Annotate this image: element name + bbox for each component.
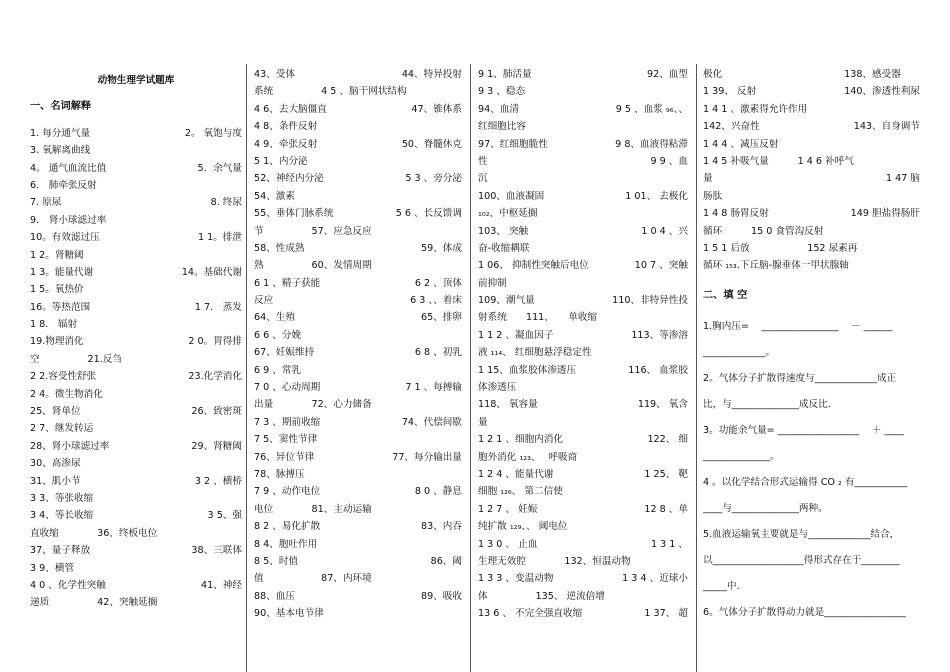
term-right: 2。 氧饱与度 [184,127,242,139]
term-left: 88、血压 [254,590,295,602]
term-left: 1 4 8 肠胃反射 [703,208,769,220]
term-line: 78、脉搏压 [254,468,305,480]
term-right: 29、肾糖阈 [191,440,242,452]
term-left: 1 2 1 、细胞内消化 [478,434,564,446]
term-right: 10 7 、突触 [634,260,688,272]
term-left: 43、受体 [254,69,295,80]
term-line: 2 4。微生物消化 [30,388,103,400]
document-title: 动物生理学试题库 [97,75,175,86]
term-line [254,101,462,118]
term-left: 2 2.容受性舒张 [30,371,97,383]
term-right: 6 2 、顶体 [414,277,462,289]
term-left: 4 9、牵张反射 [254,138,318,150]
term-line: 9 3 、稳态 [478,86,526,98]
term-right: 23.化学消化 [188,371,242,383]
term-left: 反应 [254,295,274,307]
term-line [703,205,920,222]
term-line [703,170,920,187]
term-left: 性 [478,155,488,167]
term-line [30,368,242,385]
term-line: 生理无效腔 132、恒温动物 [478,555,631,567]
term-left: 1 1 2 、凝血因子 [478,329,554,341]
term-line [254,240,462,257]
term-line [254,379,462,396]
term-left: 52、神经内分泌 [254,173,324,185]
term-right: 3 5、强 [207,510,242,522]
term-line: 系统 4 5 、脑干网状结构 [254,86,407,98]
term-right: 44、特异投射 [401,69,462,80]
fill-blank-line: _____________。 [703,347,775,359]
term-line: 循环 15 0 食管沟反射 [703,225,824,237]
term-line: 值 87、内环境 [254,573,372,585]
term-line: 6． 肺牵张反射 [30,179,97,191]
term-list-4 [703,66,920,275]
term-line: 量 [478,416,488,428]
section-heading-definitions: 一、名词解释 [30,101,92,113]
term-line: 3 9、横管 [30,562,75,574]
term-line: 6 6 、分娩 [254,329,302,341]
term-line: 5 1、内分泌 [254,155,308,167]
term-line [30,403,242,420]
term-line: 1 5 1 后放 152 尿素再 [703,242,858,254]
term-right: 14。基础代谢 [181,266,242,278]
term-right: 1 47 脑 [885,173,920,185]
term-line: 射系统 111、 单收缩 [478,312,598,324]
term-line [254,588,462,605]
term-line [30,160,242,177]
term-right: 1 7． 蒸发 [194,301,242,313]
term-left: 1 3。能量代谢 [30,266,94,278]
fill-blank-line: _____中. [703,581,740,593]
term-line: 30、高渗尿 [30,458,81,470]
term-left: 3 4、等长收缩 [30,510,94,522]
term-line [703,66,920,83]
term-right: 86、阈 [430,555,462,567]
term-right: 143、自身调节 [853,121,920,133]
term-right: 1 1。排泄 [197,232,242,244]
term-right: 38、三联体 [191,545,242,557]
fill-blank-line: 2。气体分子扩散得速度与_____________成正 [703,373,897,385]
term-left: 7 9 、动作电位 [254,486,321,498]
term-line [478,396,688,413]
term-line: 直收缩 36、终板电位 [30,527,158,539]
term-line: 体 135、 逆流倍增 [478,590,605,602]
term-right: 12 8 、单 [644,503,688,515]
term-right: 77、每分输出量 [392,451,462,463]
term-left: 6 1 、精子获能 [254,277,321,289]
term-right: 59、体成 [421,242,462,254]
term-left: 37、量子释放 [30,545,91,557]
column-4 [703,66,920,672]
term-line: 节 57、应急反应 [254,225,372,237]
term-right: 2 0。胃得排 [188,336,242,348]
term-right: 149 胆盐得肠肝 [850,208,920,220]
term-left: 103、 突触 [478,225,529,237]
term-line [478,536,688,553]
term-right: 1 37、 超 [644,608,688,620]
term-right: 6 8 、初乳 [414,347,462,359]
term-right: 6 3 、、着床 [410,295,462,307]
term-line [478,136,688,153]
term-line [478,66,688,83]
term-line [478,501,688,518]
term-right: 8 0 、静息 [414,486,462,498]
term-left: 极化 [703,69,723,80]
term-right: 41、神经 [201,579,242,591]
term-line: 红细胞比容 [478,121,526,133]
term-left: 58、性成熟 [254,242,305,254]
term-left: 1 3 0 、 止血 [478,538,538,550]
term-line: 8 4、胞吐作用 [254,538,318,550]
term-left: 55、垂体门脉系统 [254,208,334,220]
fill-blank-line: 1.胸内压= ________________ － ______ [703,321,893,333]
term-line: 90、基本电节律 [254,608,324,620]
term-right: 89、吸收 [421,590,462,602]
term-left: 10。有效滤过压 [30,232,100,244]
term-left: 28、肾小球滤过率 [30,440,110,452]
term-left: 4 6、去大脑僵直 [254,103,327,115]
term-line: 3 3、等张收缩 [30,492,94,504]
term-line: 3. 氧解离曲线 [30,145,91,157]
term-left: 7 0 、心动周期 [254,382,321,394]
term-line [478,362,688,379]
term-line [254,553,462,570]
term-line [478,327,688,344]
term-left: 1 2 4 、能量代谢 [478,468,554,480]
term-line [254,292,462,309]
term-line: 肠肽 [703,190,723,202]
term-left: 64、生殖 [254,312,295,324]
term-line [478,292,688,309]
fill-blank-line: ____与______________两种。 [703,503,828,515]
term-line [30,542,242,559]
term-left: 100、血液凝固 [478,190,545,202]
term-line: 熟 60、发情周期 [254,260,372,272]
term-line [254,414,462,431]
term-left: 4。 通气血流比值 [30,162,107,174]
section-heading-fill-blank: 二、填 空 [703,289,748,301]
term-line: 6 9 、常乳 [254,364,302,376]
term-line [254,344,462,361]
term-right: 110、非特异性投 [612,295,688,307]
term-left: 25、肾单位 [30,406,81,418]
term-right: 1 01、 去极化 [625,190,688,202]
fill-blank-line: ______________。 [703,451,780,463]
fill-blank-line: 以___________________得形式存在于________ [703,555,900,567]
term-line: 纯扩散 ₁₂₉、、 阈电位 [478,521,568,533]
term-line [254,483,462,500]
term-line: 4 8、条件反射 [254,121,318,133]
term-line: 1 8． 辐射 [30,319,78,331]
term-line [30,507,242,524]
term-line [478,466,688,483]
term-right: 47、锥体系 [411,103,462,115]
term-left: 1 15、血浆胶体渗透压 [478,364,577,376]
term-line [703,83,920,100]
term-right: 122、 细 [647,434,688,446]
term-line [254,205,462,222]
term-list-1 [30,125,242,612]
term-line: 1 5。氧热价 [30,284,84,296]
term-right: 9 8、血液得粘滞 [615,138,688,150]
term-line [254,309,462,326]
term-left: 1 39、 反射 [703,86,757,98]
term-right: 1 25、 靶 [644,468,688,480]
term-left: 13 6 、 不完全强直收缩 [478,608,583,620]
term-left: 109、潮气量 [478,295,535,307]
term-line: 前抑制 [478,277,507,289]
term-line: 9． 肾小球滤过率 [30,214,107,226]
term-line [254,518,462,535]
term-line [30,438,242,455]
term-right: 26、致密斑 [191,406,242,418]
term-line: 出量 72、心力储备 [254,399,372,411]
term-line: 体渗透压 [478,382,517,394]
term-left: 118、 氧容量 [478,399,538,411]
term-right: 65、排卵 [421,312,462,324]
term-line [254,136,462,153]
term-right: 5 3 、旁分泌 [405,173,462,185]
term-right: 9 5 、血浆 ₉₆、、 [615,103,688,115]
term-line: 循环 ₁₅₃.下丘脑-腺垂体一甲状腺轴 [703,260,849,272]
term-left: 1. 每分通气量 [30,127,91,139]
column-1 [30,66,242,672]
term-right: 8. 终尿 [210,197,242,209]
term-left: 67、妊娠维持 [254,347,315,359]
term-right: 83、内吞 [421,521,462,533]
column-3 [478,66,688,672]
term-left: 97、红细胞脆性 [478,138,548,150]
term-line [478,431,688,448]
term-right: 1 3 1 、 [650,538,688,550]
term-line [478,188,688,205]
term-line [30,229,242,246]
term-right: 1 0 4 、兴 [641,225,688,237]
term-line [478,101,688,118]
term-right: 119、 氧含 [637,399,688,411]
term-line: 54、激素 [254,190,295,202]
term-line [478,570,688,587]
term-line: 细胞 ₁₂₆、 第二信使 [478,486,563,498]
term-line: 空 21.反刍 [30,353,123,365]
column-divider-3 [696,64,697,672]
term-line: 液 ₁₁₄、 红细胞悬浮稳定性 [478,347,592,359]
term-left: 4 0 、化学性突触 [30,579,106,591]
term-list-2 [254,66,462,623]
term-left: 1 06、 抑制性突触后电位 [478,260,589,272]
term-left: 19.物理消化 [30,336,84,348]
term-line: 奋-收缩耦联 [478,242,530,254]
term-line [30,264,242,281]
term-line: 1 4 5 补吸气量 1 4 6 补呼气 [703,155,854,167]
fill-blank-line: 比，与______________成反比. [703,399,831,411]
column-divider-2 [470,64,471,672]
term-line [703,118,920,135]
term-line [478,257,688,274]
term-line [478,605,688,622]
term-line [478,223,688,240]
term-left: 142、兴奋性 [703,121,760,133]
term-right: 92、血型 [647,69,688,80]
term-line: ₁₀₂、中枢延搁 [478,208,538,220]
term-line [254,66,462,83]
term-line [254,275,462,292]
column-divider-1 [246,64,247,672]
term-list-3 [478,66,688,623]
fill-blank-line: 4 。以化学结合形式运输得 CO ₂ 有___________ [703,477,908,489]
term-right: 1 3 4 、近球小 [622,573,688,585]
term-left: 16。等热范围 [30,301,91,313]
term-left: 7 3 、期前收缩 [254,416,321,428]
term-line [254,449,462,466]
term-right: 116、 血浆胶 [628,364,688,376]
term-left: 31、肌小节 [30,475,81,487]
term-line [30,125,242,142]
term-line [478,153,688,170]
fill-blank-line: 5.血液运输氧主要就是与_____________结合， [703,529,900,541]
fill-blank-list [703,314,920,626]
term-line [30,194,242,211]
term-line: 1 4 4 、减压反射 [703,138,779,150]
term-line: 2 7、继发转运 [30,423,94,435]
term-line [254,170,462,187]
term-left: 76、异位节律 [254,451,315,463]
term-left: 8 5、时值 [254,555,299,567]
column-2 [254,66,462,672]
term-line [30,473,242,490]
term-line: 电位 81、主动运输 [254,503,372,515]
term-line [30,577,242,594]
term-right: 9 9 、血 [650,155,688,167]
term-left: 1 3 3 、变温动物 [478,573,554,585]
term-right: 3 2 、横桥 [194,475,242,487]
term-line: 7 5、窦性节律 [254,434,318,446]
term-left: 1 2 7 、 妊娠 [478,503,538,515]
term-left: 94、血清 [478,103,519,115]
term-line [30,299,242,316]
fill-blank-line: 6。气体分子扩散得动力就是_________________ [703,607,906,619]
term-right: 113、等渗溶 [631,329,688,341]
term-right: 138、感受器 [844,69,920,80]
term-right: 7 1 、每搏输 [405,382,462,394]
term-line: 1 2。肾糖阈 [30,249,84,261]
term-line: 1 4 1 、激素得允许作用 [703,103,808,115]
term-right: 140、渗透性利尿 [844,86,920,98]
term-left: 8 2 、易化扩散 [254,521,321,533]
term-left: 7. 原尿 [30,197,62,209]
term-right: 5 6 、长反馈调 [395,208,462,220]
fill-blank-line: 3。功能余气量= _________________ ＋ ____ [703,425,904,437]
term-left: 量 [703,173,713,185]
term-line: 沉 [478,173,488,185]
term-left: 9 1、肺活量 [478,69,532,80]
term-right: 5．余气量 [197,162,242,174]
term-right: 50、脊髓休克 [401,138,462,150]
term-line: 胞外消化 ₁₂₃、 呼吸商 [478,451,578,463]
term-line [30,333,242,350]
term-line: 递质 42、突触延搁 [30,597,158,609]
term-right: 74、代偿间歇 [401,416,462,428]
